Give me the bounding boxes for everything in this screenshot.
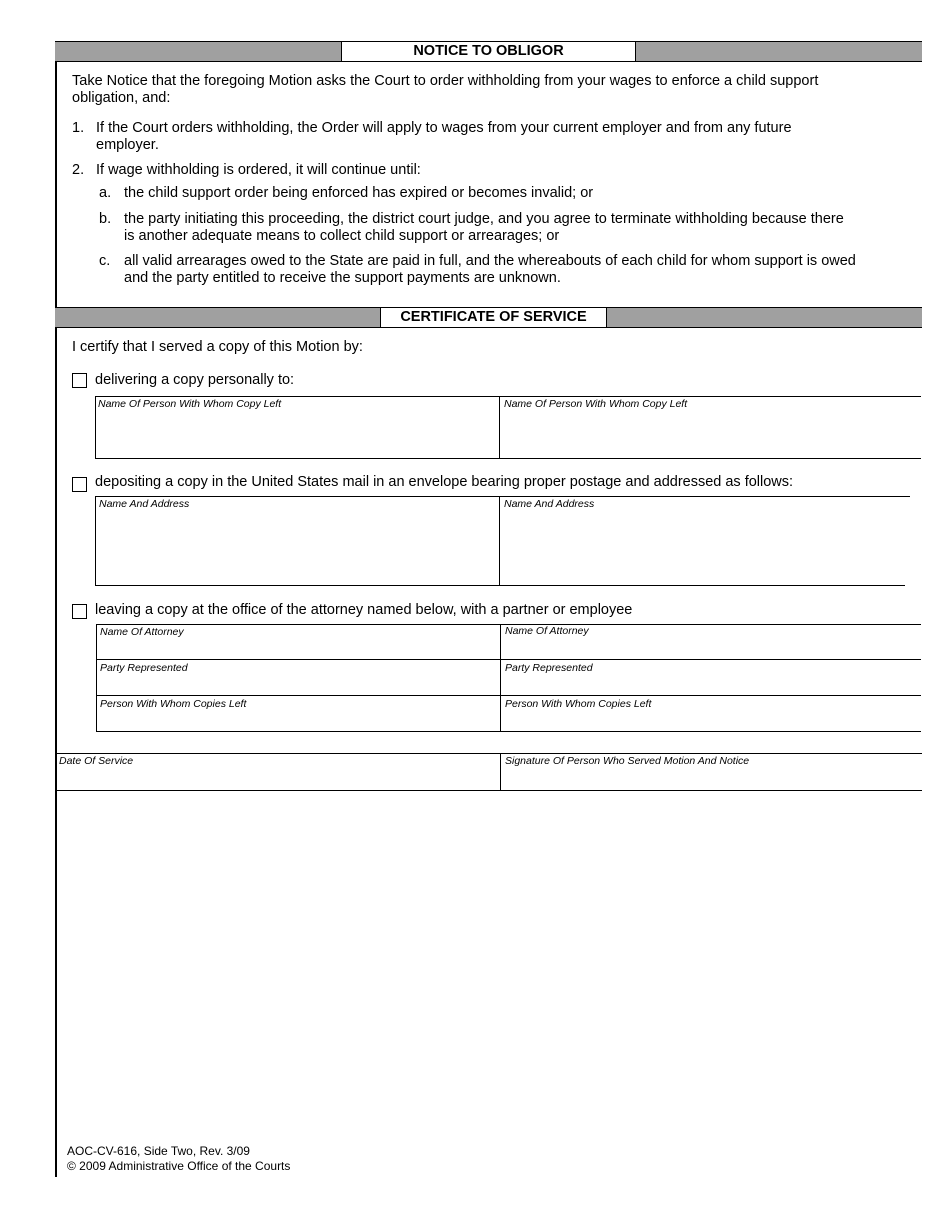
certificate-intro: I certify that I served a copy of this Motion by: <box>72 339 363 355</box>
copies-right-label: Person With Whom Copies Left <box>505 698 652 710</box>
item-1-line2: employer. <box>96 137 159 153</box>
attorney-name-right-label: Name Of Attorney <box>505 625 589 637</box>
notice-heading: NOTICE TO OBLIGOR <box>341 41 636 62</box>
attorney-label: leaving a copy at the office of the attorney named below, with a partner or employee <box>95 602 633 618</box>
notice-intro-line1: Take Notice that the foregoing Motion asks the Court to order withholding from your wages to enforce a child support <box>72 73 819 89</box>
date-of-service-label: Date Of Service <box>59 755 134 767</box>
subitem-a-line1: the child support order being enforced has expired or becomes invalid; or <box>124 185 594 201</box>
mail-address-right-field[interactable] <box>500 512 905 584</box>
subitem-c-line1: all valid arrearages owed to the State are paid in full, and the whereabouts of each child for whom support is owed <box>124 253 856 269</box>
page-left-rule <box>55 42 57 1177</box>
certificate-header-bar <box>55 307 922 328</box>
subitem-b-letter: b. <box>99 211 112 227</box>
attorney-checkbox[interactable] <box>72 604 87 619</box>
signature-label: Signature Of Person Who Served Motion And Notice <box>505 755 750 767</box>
subitem-c-line2: and the party entitled to receive the support payments are unknown. <box>124 270 561 286</box>
attorney-row1-line <box>96 659 921 660</box>
item-1-number: 1. <box>72 120 85 136</box>
subitem-b-line1: the party initiating this proceeding, the district court judge, and you agree to terminate withholding because there <box>124 211 844 227</box>
personal-delivery-label: delivering a copy personally to: <box>95 372 295 388</box>
mail-address-left-field[interactable] <box>96 512 498 584</box>
personal-name-right-field[interactable] <box>500 410 920 457</box>
mail-label: depositing a copy in the United States mail in an envelope bearing proper postage and addressed as follows: <box>95 474 794 490</box>
copies-right-field[interactable] <box>501 711 920 730</box>
attorney-name-left-field[interactable] <box>97 639 499 658</box>
party-left-field[interactable] <box>97 675 499 694</box>
subitem-b-line2: is another adequate means to collect child support or arrearages; or <box>124 228 560 244</box>
attorney-name-left-label: Name Of Attorney <box>100 626 184 638</box>
party-right-label: Party Represented <box>505 662 593 674</box>
notice-intro-line2: obligation, and: <box>72 90 171 106</box>
personal-box-bottom-line <box>95 458 921 459</box>
personal-box-top-line <box>95 396 921 397</box>
copies-left-field[interactable] <box>97 711 499 730</box>
party-right-field[interactable] <box>501 675 920 694</box>
date-row-divider <box>500 753 501 791</box>
item-2-line1: If wage withholding is ordered, it will continue until: <box>96 162 421 178</box>
mail-address-right-label: Name And Address <box>504 498 595 510</box>
personal-name-left-label: Name Of Person With Whom Copy Left <box>98 398 282 410</box>
form-id: AOC-CV-616, Side Two, Rev. 3/09 <box>67 1144 250 1158</box>
attorney-name-right-field[interactable] <box>501 639 920 658</box>
mail-box-bottom-line <box>95 585 905 586</box>
personal-name-right-label: Name Of Person With Whom Copy Left <box>504 398 688 410</box>
copies-left-label: Person With Whom Copies Left <box>100 698 247 710</box>
party-left-label: Party Represented <box>100 662 188 674</box>
subitem-c-letter: c. <box>99 253 111 269</box>
mail-address-left-label: Name And Address <box>99 498 190 510</box>
item-1-line1: If the Court orders withholding, the Order will apply to wages from your current employer and from any future <box>96 120 792 136</box>
copyright: © 2009 Administrative Office of the Courts <box>67 1159 291 1173</box>
certificate-heading: CERTIFICATE OF SERVICE <box>380 307 607 328</box>
date-of-service-field[interactable] <box>58 769 498 789</box>
mail-box-top-line <box>95 496 910 497</box>
signature-field[interactable] <box>502 769 920 789</box>
date-row-top-line <box>55 753 922 754</box>
subitem-a-letter: a. <box>99 185 112 201</box>
mail-checkbox[interactable] <box>72 477 87 492</box>
personal-name-left-field[interactable] <box>96 410 498 457</box>
attorney-row3-line <box>96 731 921 732</box>
notice-header-bar <box>55 41 922 62</box>
personal-delivery-checkbox[interactable] <box>72 373 87 388</box>
date-row-bottom-line <box>55 790 922 791</box>
item-2-number: 2. <box>72 162 85 178</box>
attorney-row2-line <box>96 695 921 696</box>
